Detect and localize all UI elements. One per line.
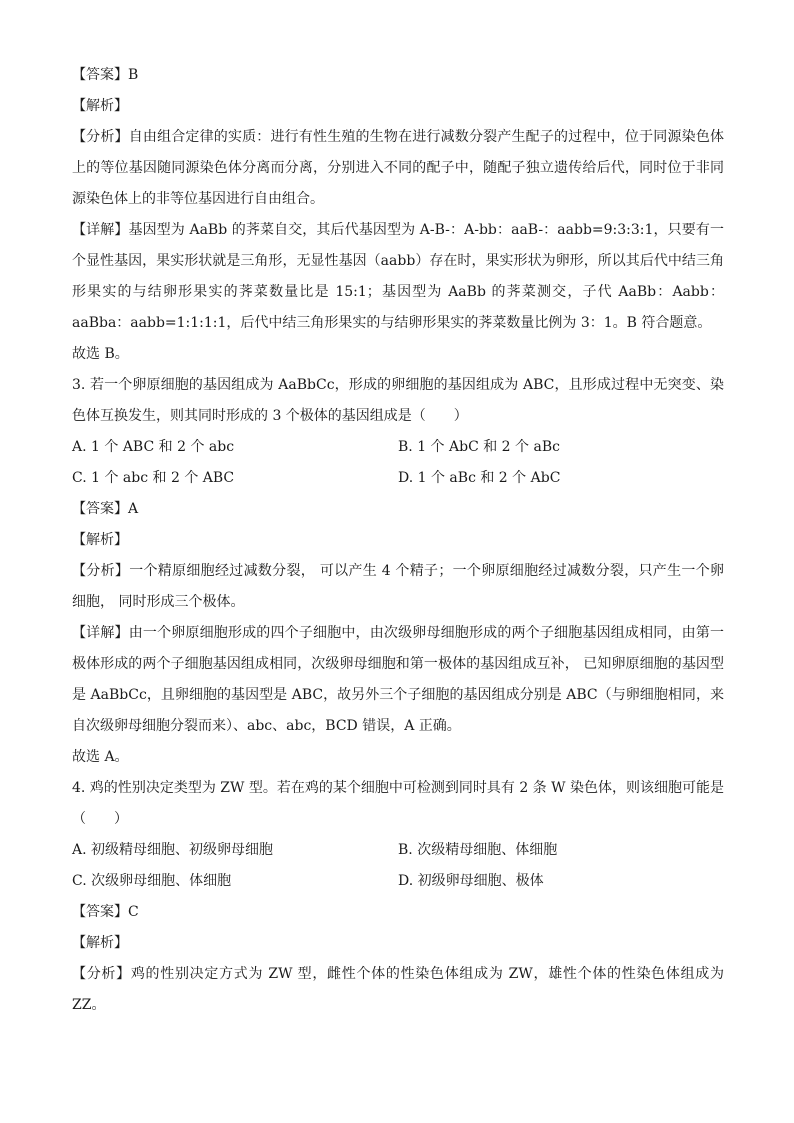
q3-answer: 【答案】A [72,501,139,517]
q3-analysis-paragraph: 【分析】一个精原细胞经过减数分裂， 可以产生 4 个精子；一个卵原细胞经过减数分裂，只产生一个卵细胞， 同时形成三个极体。 [72,563,724,610]
document-page [72,60,724,1021]
q3-conclusion: 故选 A。 [72,749,129,765]
q4-option-c: C. 次级卵母细胞、体细胞 [72,873,232,889]
q4-options-row-2 [72,866,724,897]
q4-stem: 4. 鸡的性别决定类型为 ZW 型。若在鸡的某个细胞中可检测到同时具有 2 条 W 染色体，则该细胞可能是（ ） [72,780,724,827]
q2-analysis-heading: 【解析】 [72,98,128,114]
q2-analysis-paragraph: 【分析】自由组合定律的实质：进行有性生殖的生物在进行减数分裂产生配子的过程中，位于同源染色体上的等位基因随同源染色体分离而分离，分别进入不同的配子中，随配子独立遗传给后代，同时位于非同源染色体上的非等位基因进行自由组合。 [72,129,724,207]
q3-option-c: C. 1 个 abc 和 2 个 ABC [72,470,235,486]
q4-option-b: B. 次级精母细胞、体细胞 [398,842,558,858]
q4-analysis-paragraph: 【分析】鸡的性别决定方式为 ZW 型，雌性个体的性染色体组成为 ZW，雄性个体的性染色体组成为 ZZ。 [72,966,724,1013]
q3-detail-paragraph: 【详解】由一个卵原细胞形成的四个子细胞中，由次级卵母细胞形成的两个子细胞基因组成相同，由第一极体形成的两个子细胞基因组成相同，次级卵母细胞和第一极体的基因组成互补， 已知卵原细胞的基因型是 AaBbCc，且卵细胞的基因型是 ABC，故另外三个子细胞的基因组成分别是 ABC（与卵细胞相同，来自次级卵母细胞分裂而来）、abc、abc，BCD 错误，A 正确。 [72,625,724,734]
q4-option-a: A. 初级精母细胞、初级卵母细胞 [72,842,274,858]
q4-options-row-1 [72,835,724,866]
q3-stem: 3. 若一个卵原细胞的基因组成为 AaBbCc，形成的卵细胞的基因组成为 ABC，且形成过程中无突变、染色体互换发生，则其同时形成的 3 个极体的基因组成是（ ） [72,377,724,424]
q2-conclusion: 故选 B。 [72,346,129,362]
q3-option-b: B. 1 个 AbC 和 2 个 aBc [398,439,560,455]
q4-answer: 【答案】C [72,904,139,920]
q2-detail-paragraph: 【详解】基因型为 AaBb 的荠菜自交，其后代基因型为 A-B-：A-bb：aaB-：aabb=9:3:3:1，只要有一个显性基因，果实形状就是三角形，无显性基因（aabb）存在时，果实形状为卵形，所以其后代中结三角形果实的与结卵形果实的荠菜数量比是 15:1；基因型为 AaBb 的荠菜测交，子代 AaBb：Aabb：aaBba：aabb=1:1:1:1，后代中结三角形果实的与结卵形果实的荠菜数量比例为 3：1。B 符合题意。 [72,222,724,331]
q4-analysis-heading: 【解析】 [72,935,128,951]
q3-analysis-heading: 【解析】 [72,532,128,548]
q3-options-row-1 [72,432,724,463]
q2-answer: 【答案】B [72,67,139,83]
q3-option-a: A. 1 个 ABC 和 2 个 abc [72,439,235,455]
q3-option-d: D. 1 个 aBc 和 2 个 AbC [398,470,561,486]
q4-option-d: D. 初级卵母细胞、极体 [398,873,544,889]
q3-options-row-2 [72,463,724,494]
